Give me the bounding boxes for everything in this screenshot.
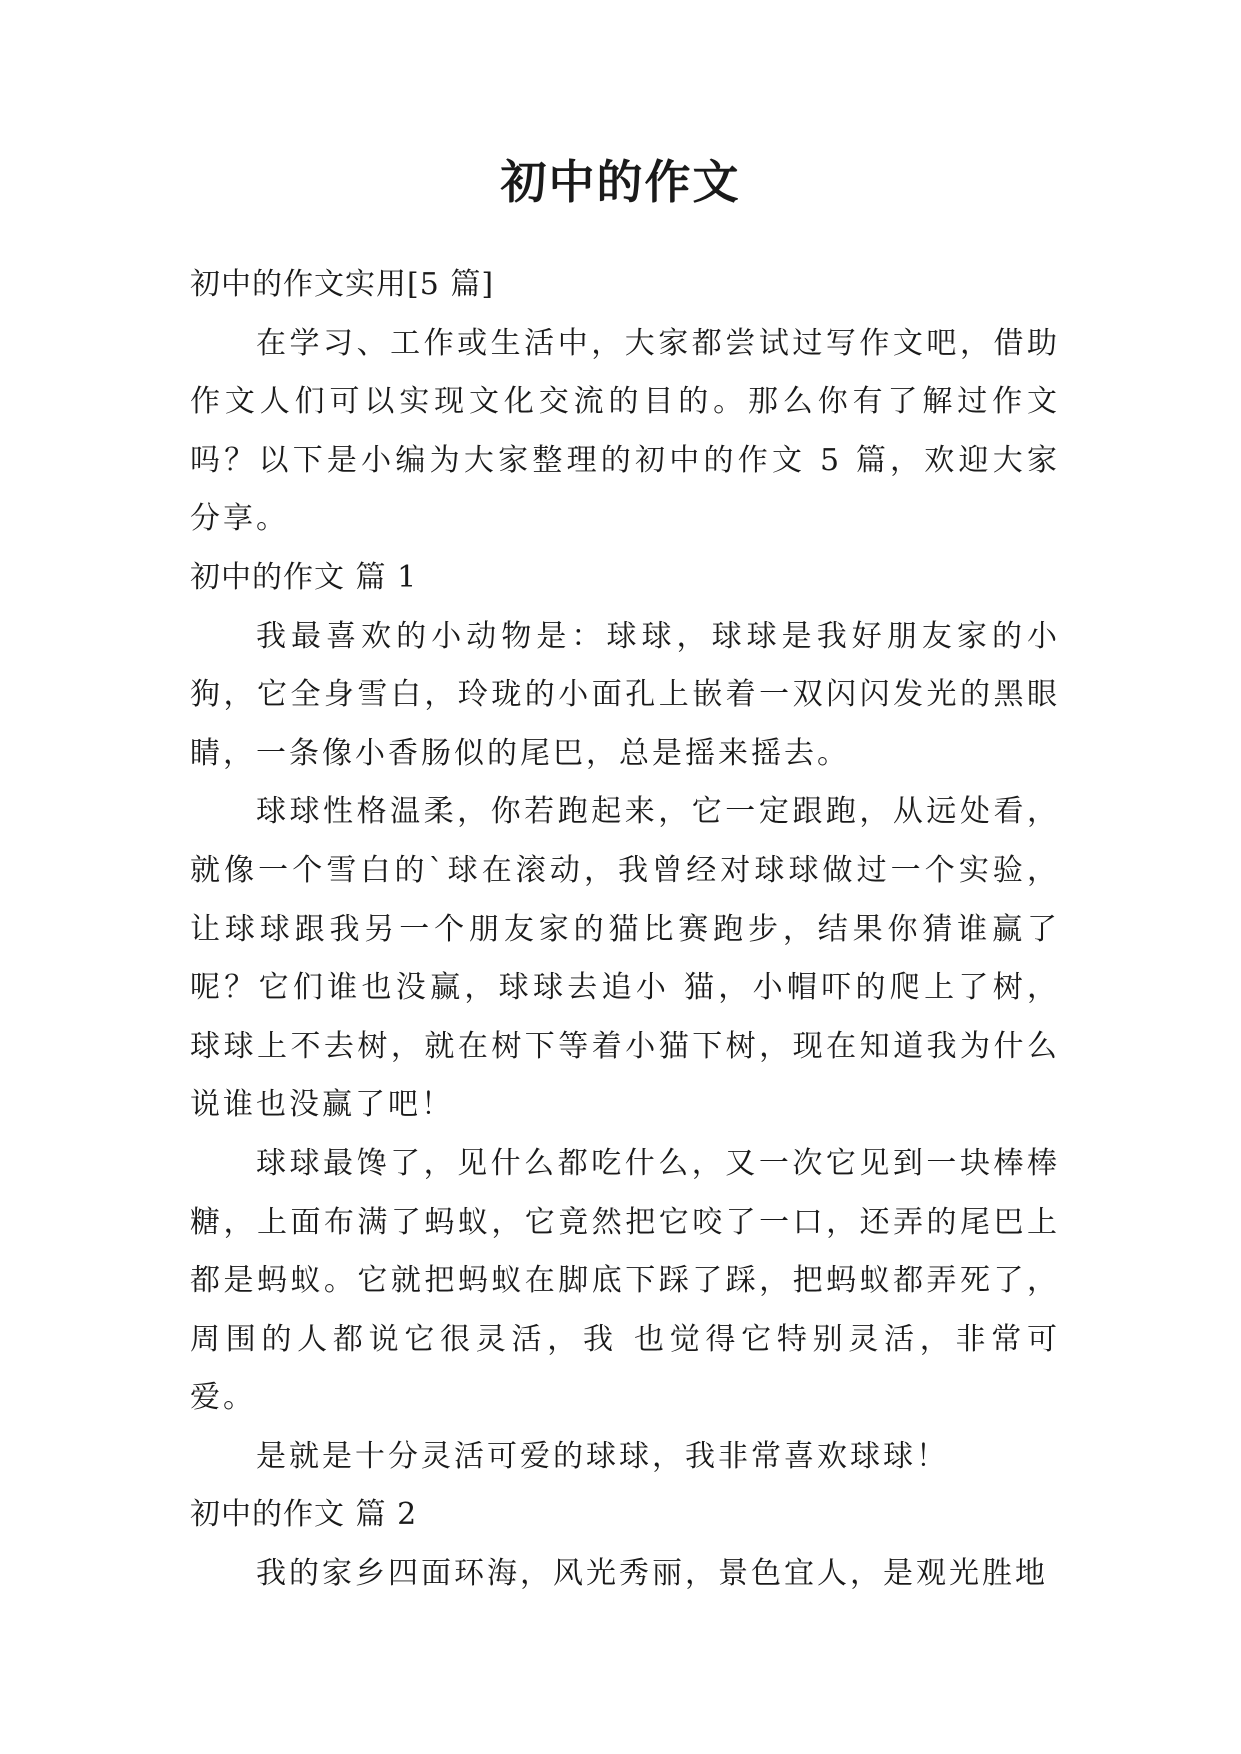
essay-1-paragraph-3: 球球最馋了，见什么都吃什么，又一次它见到一块棒棒糖，上面布满了蚂蚁，它竟然把它咬了一口，还弄的尾巴上都是蚂蚁。它就把蚂蚁在脚底下踩了踩，把蚂蚁都弄死了，周围的人都说它很灵活，我 也觉得它特别灵活，非常可爱。 — [190, 1145, 1060, 1416]
document-title: 初中的作文 — [500, 155, 741, 209]
intro-paragraph: 在学习、工作或生活中，大家都尝试过写作文吧，借助作文人们可以实现文化交流的目的。那么你有了解过作文吗？以下是小编为大家整理的初中的作文 5 篇，欢迎大家分享。 — [190, 325, 1060, 537]
essay-2-paragraph-1: 我的家乡四面环海，风光秀丽，景色宜人，是观光胜地 — [256, 1556, 1048, 1592]
essay-1-paragraph-4: 是就是十分灵活可爱的球球，我非常喜欢球球！ — [256, 1438, 949, 1474]
document-body — [190, 256, 1060, 1604]
section-heading-essay-1: 初中的作文 篇 1 — [190, 559, 418, 595]
section-heading-intro: 初中的作文实用[5 篇] — [190, 267, 495, 302]
essay-1-paragraph-2: 球球性格温柔，你若跑起来，它一定跟跑，从远处看，就像一个雪白的`球在滚动，我曾经对球球做过一个实验，让球球跟我另一个朋友家的猫比赛跑步，结果你猜谁赢了呢？它们谁也没赢，球球去追小 猫，小帽吓的爬上了树，球球上不去树，就在树下等着小猫下树，现在知道我为什么说谁也没赢了吧！ — [190, 794, 1060, 1123]
essay-1-paragraph-1: 我最喜欢的小动物是：球球，球球是我好朋友家的小狗，它全身雪白，玲珑的小面孔上嵌着一双闪闪发光的黑眼睛，一条像小香肠似的尾巴，总是摇来摇去。 — [190, 618, 1060, 771]
section-heading-essay-2: 初中的作文 篇 2 — [190, 1497, 418, 1533]
